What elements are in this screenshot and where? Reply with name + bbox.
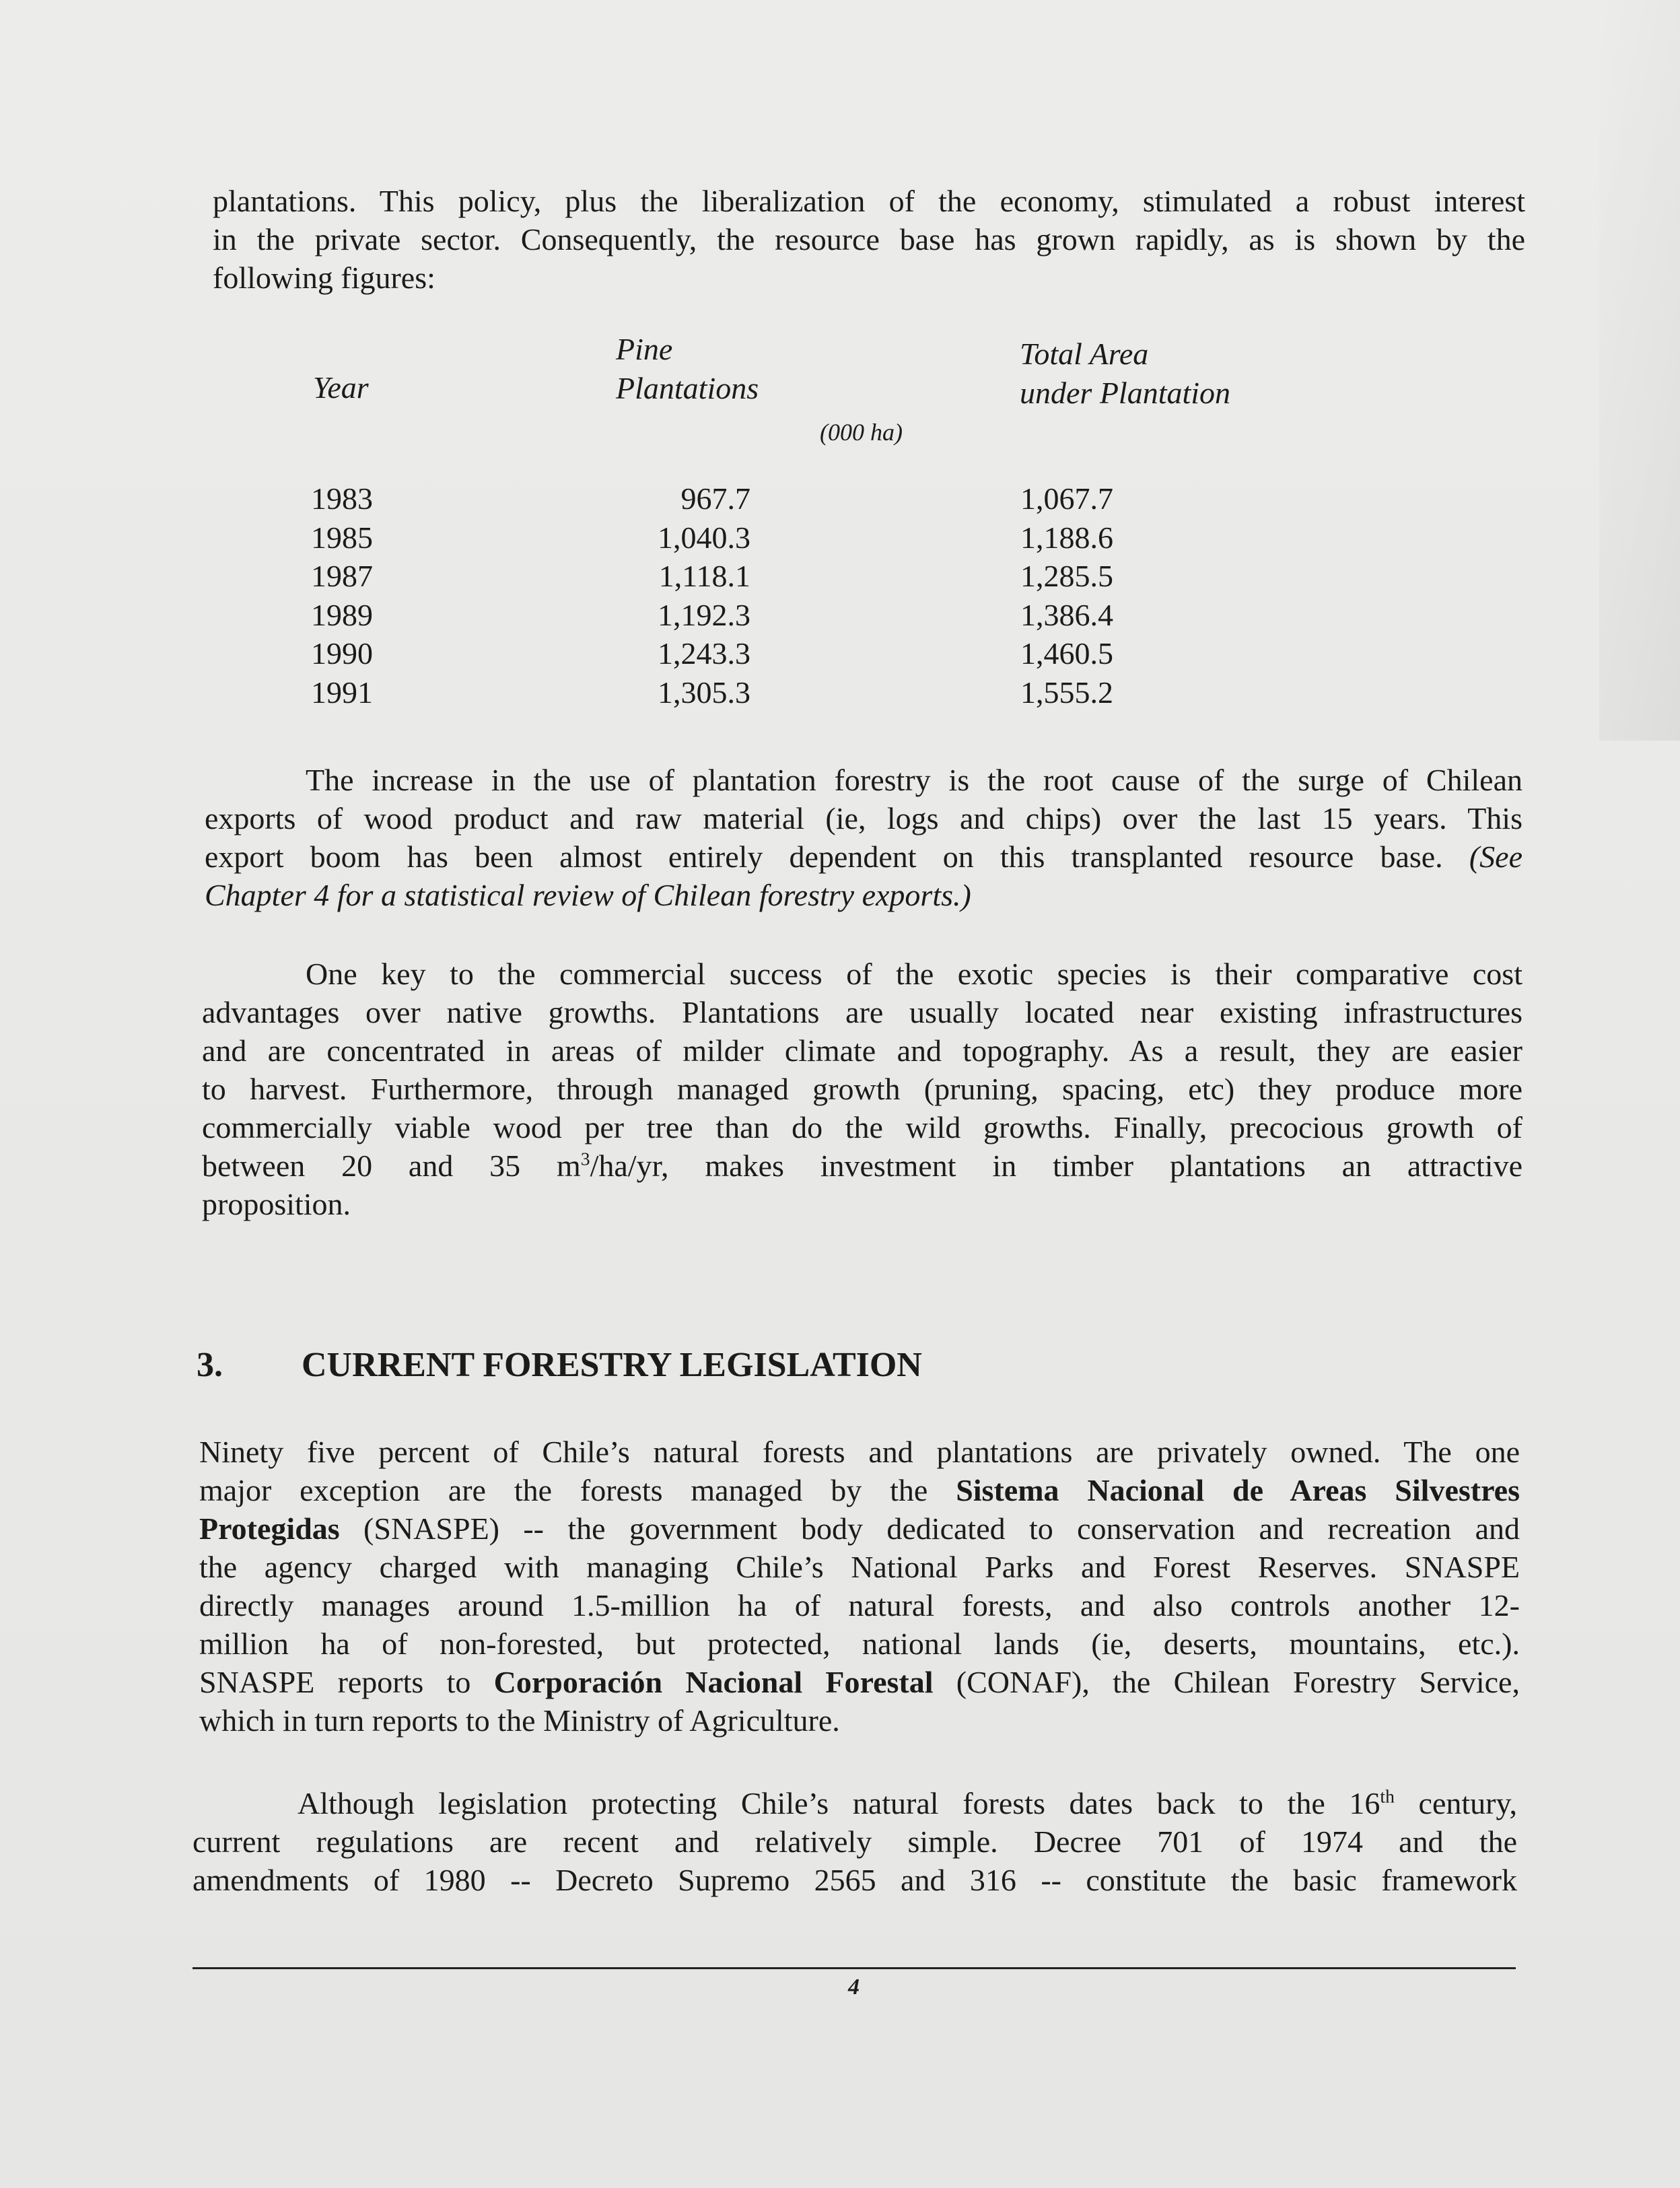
text-line [199, 1509, 1520, 1548]
bold-text: Corporación Nacional Forestal [493, 1665, 934, 1699]
bold-text: Protegidas [199, 1511, 340, 1546]
table-cell: 1,460.5 [1020, 636, 1113, 671]
table-cell: 1,305.3 [658, 675, 750, 710]
text-line: amendments of 1980 -- Decreto Supremo 2565 and 316 -- constitute the basic framework [193, 1863, 1517, 1897]
text-line: and are concentrated in areas of milder climate and topography. As a result, they are easier [202, 1033, 1523, 1068]
footer-rule [193, 1967, 1516, 1969]
table-cell: 1985 [311, 520, 373, 555]
text-line: The increase in the use of plantation forestry is the root cause of the surge of Chilean [306, 763, 1523, 797]
text-line [193, 1784, 1517, 1822]
page-fold-shadow [1599, 0, 1680, 741]
superscript: 3 [580, 1148, 590, 1169]
bold-text: Sistema Nacional de Areas Silvestres [956, 1473, 1520, 1507]
table-header-pine [616, 330, 759, 408]
header-line: under Plantation [1020, 376, 1231, 410]
paragraph-regulations [193, 1784, 1517, 1899]
italic-text: (See [1469, 840, 1523, 874]
table-header-total [1020, 335, 1230, 413]
table-cell: 1983 [311, 481, 373, 516]
header-line: Pine [616, 332, 673, 366]
text-line [199, 1663, 1520, 1701]
text-segment: (CONAF), the Chilean Forestry Service, [933, 1665, 1520, 1699]
text-segment: between 20 and 35 m [202, 1149, 581, 1183]
text-line: current regulations are recent and relatively simple. Decree 701 of 1974 and the [193, 1824, 1517, 1859]
text-line: exports of wood product and raw material (ie, logs and chips) over the last 15 years. This [205, 801, 1523, 835]
text-segment: SNASPE reports to [199, 1665, 494, 1699]
header-line: Plantations [616, 371, 759, 405]
text-line: Ninety five percent of Chile’s natural forests and plantations are privately owned. The one [199, 1435, 1520, 1469]
paragraph-plantation-exports [205, 761, 1523, 914]
table-cell: 1,040.3 [658, 520, 750, 555]
paragraph-legislation [199, 1433, 1520, 1740]
text-line: the agency charged with managing Chile’s National Parks and Forest Reserves. SNASPE [199, 1550, 1520, 1584]
table-header-year: Year [313, 370, 369, 405]
text-line [205, 876, 1523, 914]
table-cell: 1,285.5 [1020, 559, 1113, 593]
table-column-year [311, 479, 373, 712]
table-column-pine [606, 479, 750, 712]
text-line [205, 837, 1523, 876]
text-segment: (SNASPE) -- the government body dedicated to conservation and recreation and [339, 1511, 1520, 1546]
table-unit: (000 ha) [820, 419, 903, 446]
text-line: in the private sector. Consequently, the resource base has grown rapidly, as is shown by the [213, 222, 1525, 257]
table-cell: 1,118.1 [658, 559, 750, 593]
table-cell: 1,243.3 [658, 636, 750, 671]
text-line [202, 1147, 1523, 1185]
header-line: Total Area [1020, 337, 1149, 371]
text-segment: /ha/yr, makes investment in timber plantations an attractive [590, 1149, 1523, 1183]
text-line [199, 1471, 1520, 1509]
text-segment: Although legislation protecting Chile’s natural forests dates back to the 16 [298, 1786, 1380, 1820]
table-cell: 1990 [311, 636, 373, 671]
text-line: which in turn reports to the Ministry of Agriculture. [199, 1703, 840, 1738]
paragraph-commercial-success [202, 955, 1523, 1223]
italic-text: Chapter 4 for a statistical review of Chilean forestry exports.) [205, 878, 971, 912]
text-line: plantations. This policy, plus the liberalization of the economy, stimulated a robust interest [213, 184, 1525, 218]
table-cell: 1989 [311, 597, 373, 632]
table-cell: 967.7 [680, 481, 750, 516]
text-line: advantages over native growths. Plantations are usually located near existing infrastructures [202, 995, 1523, 1029]
text-line: One key to the commercial success of the exotic species is their comparative cost [306, 957, 1523, 991]
text-segment: century, [1394, 1786, 1517, 1820]
table-cell: 1,555.2 [1020, 675, 1113, 710]
table-cell: 1,192.3 [658, 597, 750, 632]
text-line: commercially viable wood per tree than do the wild growths. Finally, precocious growth of [202, 1110, 1523, 1144]
table-cell: 1,386.4 [1020, 597, 1113, 632]
text-line: following figures: [213, 261, 435, 295]
superscript: th [1380, 1785, 1395, 1807]
paragraph-intro [213, 182, 1525, 297]
text-segment: major exception are the forests managed by the [199, 1473, 956, 1507]
section-number: 3. [197, 1346, 223, 1384]
table-cell: 1,067.7 [1020, 481, 1113, 516]
text-line: proposition. [202, 1187, 351, 1221]
text-line: directly manages around 1.5-million ha of natural forests, and also controls another 12- [199, 1588, 1520, 1622]
text-segment: export boom has been almost entirely dependent on this transplanted resource base. [205, 840, 1469, 874]
table-column-total [1020, 479, 1113, 712]
text-line: to harvest. Furthermore, through managed growth (pruning, spacing, etc) they produce more [202, 1072, 1523, 1106]
text-line: million ha of non-forested, but protected, national lands (ie, deserts, mountains, etc.). [199, 1627, 1520, 1661]
page-number: 4 [848, 1975, 860, 1999]
section-heading [197, 1345, 922, 1386]
section-title: CURRENT FORESTRY LEGISLATION [302, 1346, 922, 1384]
table-cell: 1991 [311, 675, 373, 710]
table-cell: 1987 [311, 559, 373, 593]
table-cell: 1,188.6 [1020, 520, 1113, 555]
